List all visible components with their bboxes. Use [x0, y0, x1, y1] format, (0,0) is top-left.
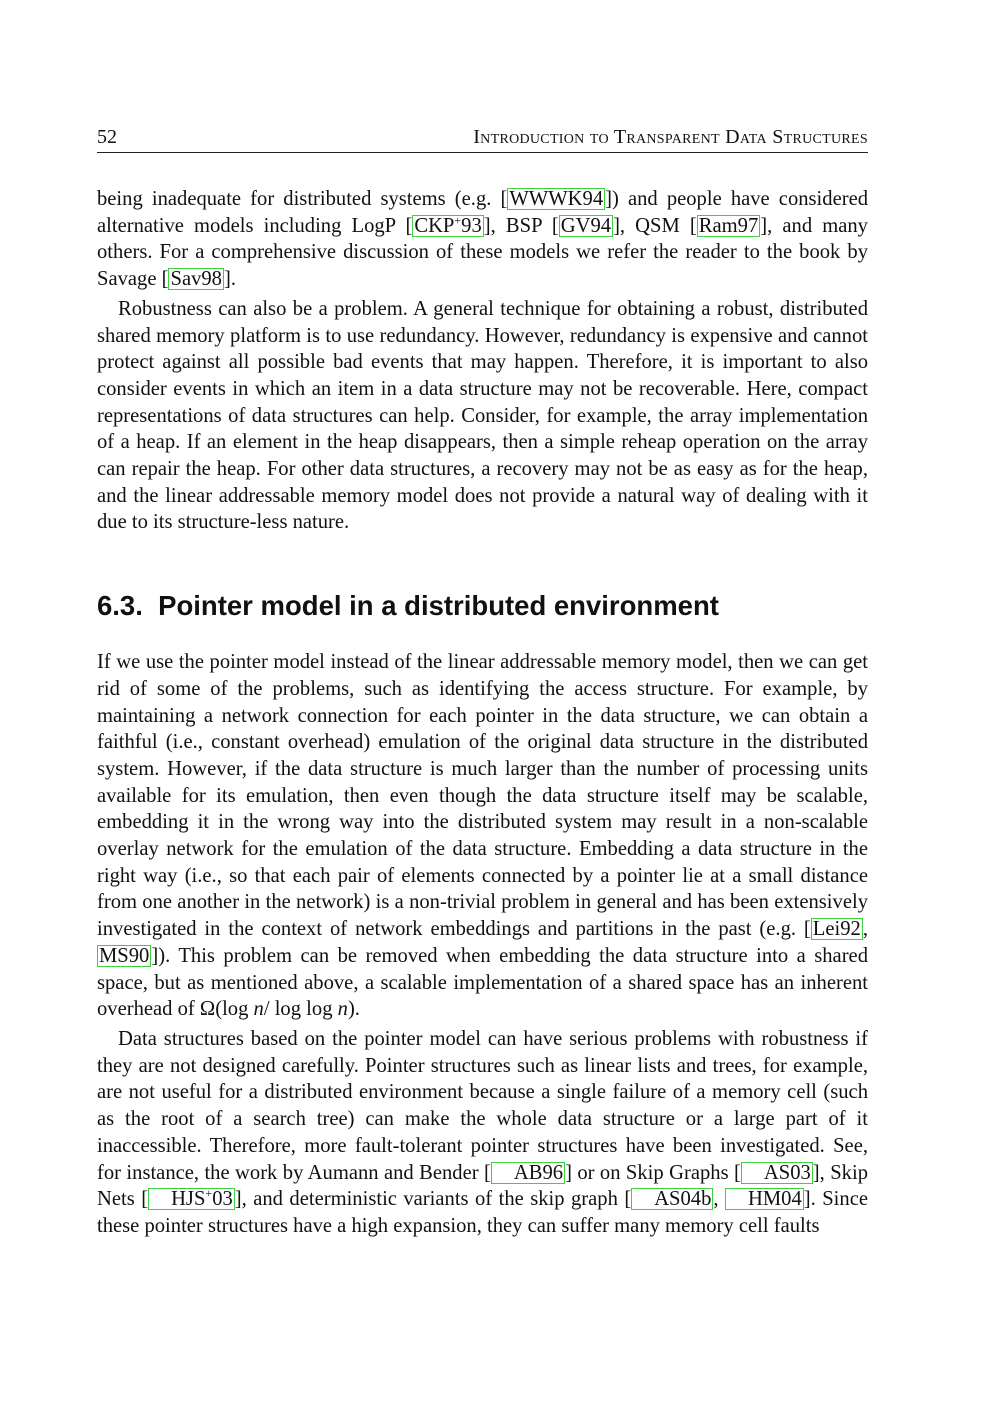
paragraph-3 [97, 649, 868, 1023]
section-number: 6.3. [97, 590, 143, 622]
paragraph-4 [97, 1026, 868, 1240]
paragraph-1 [97, 186, 868, 293]
text-run: Data structures based on the pointer model can have serious problems with robustness if they are not designed carefully. Pointer structures such as linear lists and trees, for example, are not useful for a distributed environment because a single failure of a memory cell (such as the root of a search tree) can make the whole data structure or a large part of it inaccessible. Therefore, more fault-tolerant pointer structures have been investigated. See, for instance, the work by Aumann and Bender [ [97, 1027, 868, 1184]
text-run: ], Skip Nets [ [97, 1161, 868, 1211]
page-number: 52 [97, 126, 117, 148]
text-run: If we use the pointer model instead of the linear addressable memory model, then we can get rid of some of the problems, such as identifying the access structure. For example, by maintaining a network connection for each pointer in the data structure, we can obtain a faithful (i.e., constant overhead) emulation of the original data structure in the distributed system. However, if the data structure is much larger than the number of processing units available for its emulation, then even though the data structure itself may be scalable, embedding it in the wrong way into the distributed system may result in a non-scalable overlay network for the emulation of the data structure. Embedding a data structure in the right way (i.e., so that each pair of elements connected by a pointer lie at a small distance from one another in the network) is a non-trivial problem in general and has been extensively investigated in the context of network embeddings and partitions in the past (e.g. [ [97, 651, 868, 941]
running-title: Introduction to Transparent Data Structures [473, 126, 868, 148]
citation-superscript: + [454, 212, 462, 227]
citation-link[interactable] [412, 212, 483, 237]
citation-link[interactable]: WWWK94 [509, 188, 604, 210]
text-run: ], and deterministic variants of the skip graph [ [234, 1188, 632, 1211]
text-run: ] or on Skip Graphs [ [565, 1161, 741, 1184]
citation-year: 93 [461, 214, 482, 237]
paper-page [97, 0, 868, 1414]
text-run: ], QSM [ [613, 214, 697, 237]
text-run: ). [347, 998, 360, 1021]
paragraph-2: Robustness can also be a problem. A general technique for obtaining a robust, distributed shared memory platform is to use redundancy. However, redundancy is expensive and cannot protect against all possible bad events that may happen. Therefore, it is important to also consider events in which an item in a data structure may not be recoverable. Here, compact representations of data structures can help. Consider, for example, the array implementation of a heap. If an element in the heap disappears, then a simple reheap operation on the array can repair the heap. For other data structures, a recovery may not be as easy as for the heap, and the linear addressable memory model does not provide a natural way of dealing with it due to its structure-less nature. [97, 297, 868, 534]
citation-link[interactable]: AB96 [491, 1162, 565, 1184]
text-run: / log log [263, 998, 338, 1021]
citation-key: HJS [171, 1188, 206, 1211]
page-header [97, 124, 868, 153]
text-run: , [862, 918, 868, 941]
math-variable: n [337, 998, 348, 1021]
citation-superscript: + [205, 1186, 213, 1201]
text-run: ]. [223, 268, 236, 291]
text-run: ]. Since these pointer structures have a high expansion, they can suffer many memory cell faults [97, 1188, 868, 1237]
math-variable: n [253, 998, 264, 1021]
text-run: ], BSP [ [483, 214, 559, 237]
citation-link[interactable]: Ram97 [698, 214, 759, 237]
body-text [97, 186, 868, 1240]
citation-link[interactable] [148, 1188, 235, 1210]
section-title: Pointer model in a distributed environment [158, 590, 719, 622]
citation-link[interactable]: MS90 [99, 944, 150, 967]
text-run: being inadequate for distributed systems (e.g. [ [97, 188, 508, 210]
text-run: ]). This problem can be removed when embedding the data structure into a shared space, but as mentioned above, a scalable implementation of a shared space has an inherent overhead of Ω(log [97, 944, 868, 1021]
text-run: ], and many others. For a comprehensive discussion of these models we refer the reader to the book by Savage [ [97, 214, 868, 291]
citation-link[interactable]: AS03 [741, 1162, 813, 1184]
citation-link[interactable]: AS04b [631, 1188, 713, 1210]
citation-link[interactable]: Lei92 [812, 918, 861, 941]
citation-link[interactable]: Sav98 [170, 268, 222, 291]
citation-year: 03 [212, 1188, 233, 1211]
text-run: ]) and people have considered alternative models including LogP [ [97, 188, 869, 237]
citation-key: CKP [414, 214, 455, 237]
section-heading [97, 588, 868, 624]
citation-link[interactable]: GV94 [560, 214, 612, 237]
citation-link[interactable]: HM04 [725, 1188, 804, 1210]
text-run: , [713, 1188, 725, 1211]
